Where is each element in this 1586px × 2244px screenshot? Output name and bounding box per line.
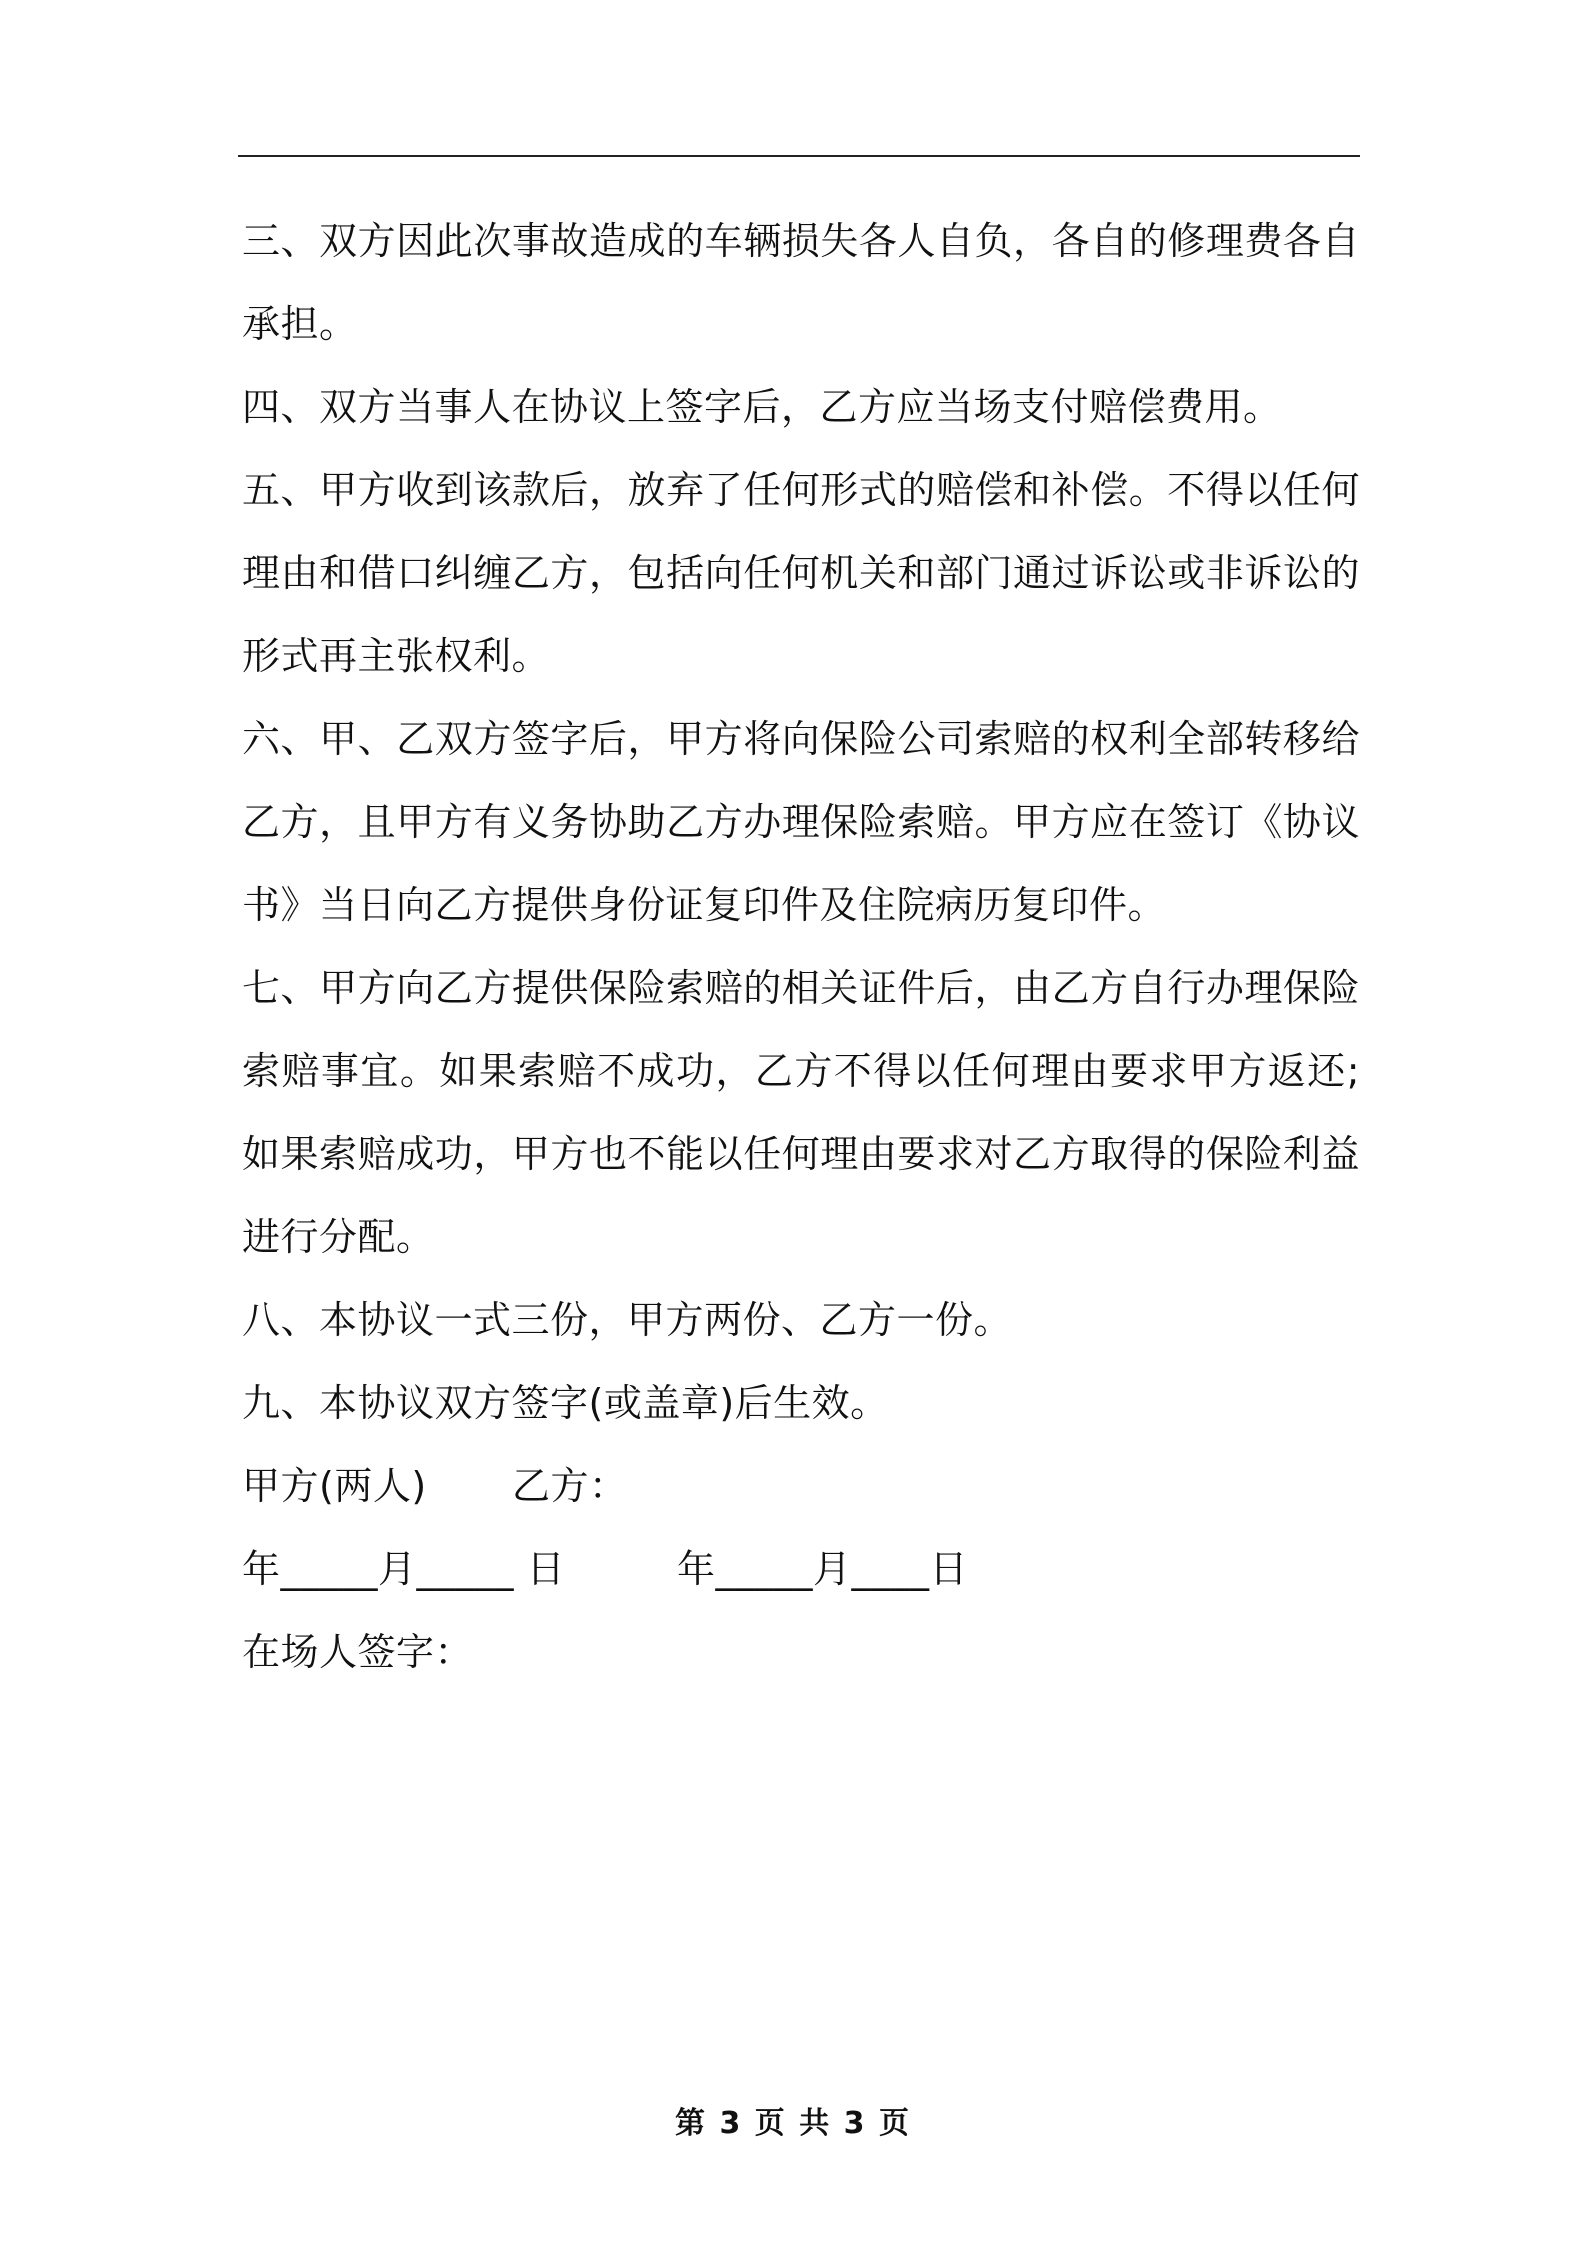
party-b-date: 年_____月____日: [677, 1547, 969, 1591]
page-number: 第 3 页 共 3 页: [675, 2106, 911, 2141]
party-b-label: 乙方：: [512, 1464, 628, 1508]
clause-7: 七、甲方向乙方提供保险索赔的相关证件后，由乙方自行办理保险索赔事宜。如果索赔不成功，乙方不得以任何理由要求甲方返还;如果索赔成功，甲方也不能以任何理由要求对乙方取得的保险利益进行分配。: [242, 966, 1360, 1259]
clause-3: 三、双方因此次事故造成的车辆损失各人自负，各自的修理费各自承担。: [242, 219, 1360, 346]
clause-4: 四、双方当事人在协议上签字后，乙方应当场支付赔偿费用。: [242, 385, 1282, 429]
party-a-label: 甲方(两人): [242, 1464, 427, 1508]
clause-9: 九、本协议双方签字(或盖章)后生效。: [242, 1381, 889, 1425]
party-signature-row: [242, 1445, 1360, 1528]
witness-signature-label: 在场人签字：: [242, 1630, 474, 1674]
clause-6: 六、甲、乙双方签字后，甲方将向保险公司索赔的权利全部转移给乙方，且甲方有义务协助乙方办理保险索赔。甲方应在签订《协议书》当日向乙方提供身份证复印件及住院病历复印件。: [242, 717, 1360, 927]
party-a-date: 年_____月_____ 日: [242, 1547, 566, 1591]
clause-5: 五、甲方收到该款后，放弃了任何形式的赔偿和补偿。不得以任何理由和借口纠缠乙方，包括向任何机关和部门通过诉讼或非诉讼的形式再主张权利。: [242, 468, 1360, 678]
witness-row: [242, 1611, 1360, 1694]
date-row: [242, 1528, 1360, 1611]
clause-8: 八、本协议一式三份，甲方两份、乙方一份。: [242, 1298, 1013, 1342]
agreement-body: [242, 200, 1360, 1694]
header-divider: [238, 155, 1360, 157]
